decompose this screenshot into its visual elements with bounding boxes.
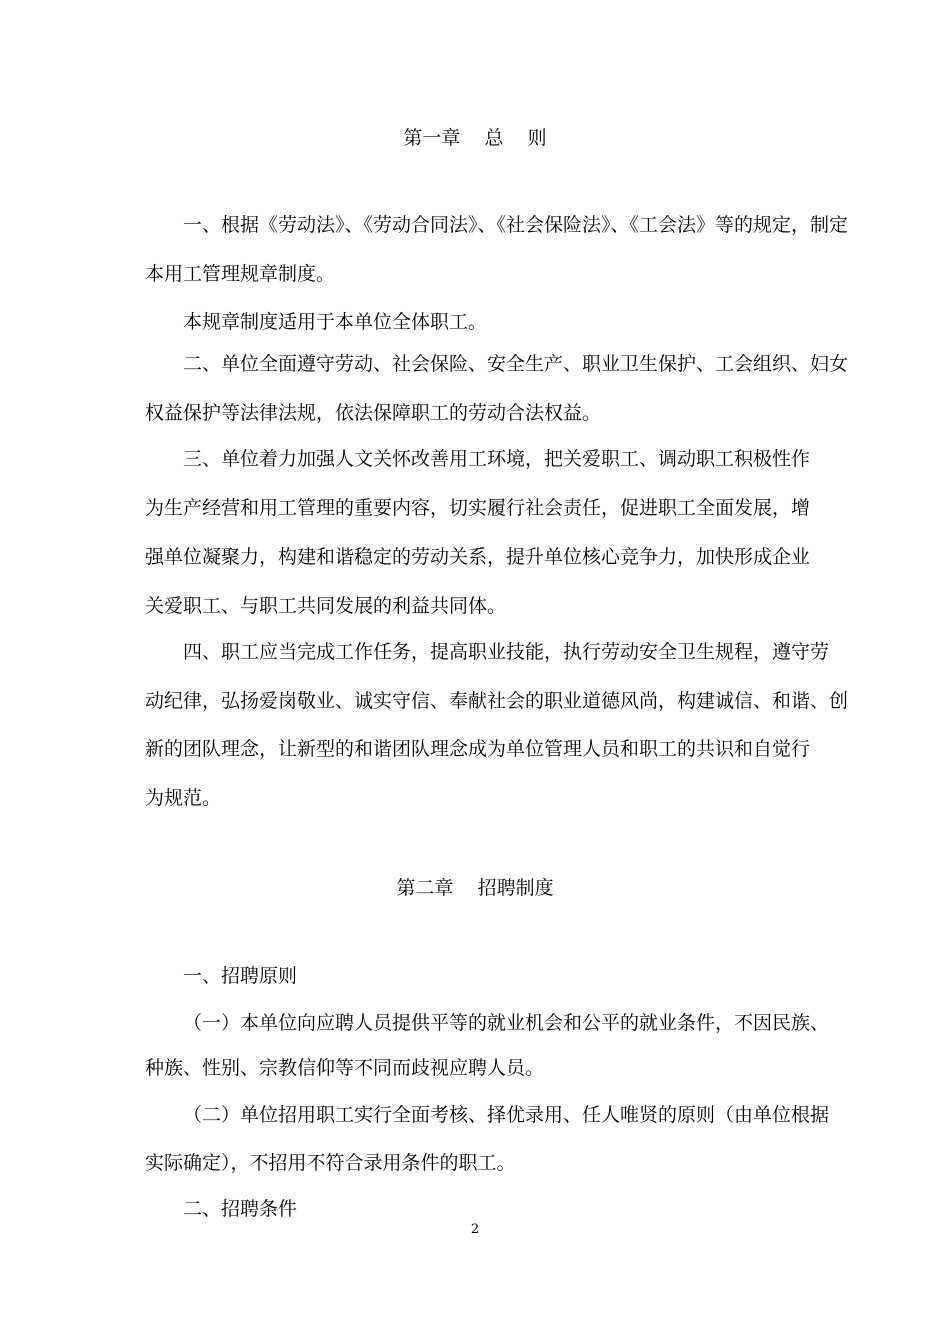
chapter-2-section-2-title: 二、招聘条件	[183, 1198, 298, 1220]
chapter-2-section-1-paragraph-1-line-1: （一）本单位向应聘人员提供平等的就业机会和公平的就业条件，不因民族、	[183, 1012, 830, 1034]
chapter-1-paragraph-1-line-2: 本用工管理规章制度。	[145, 263, 336, 285]
chapter-2-section-1-title: 一、招聘原则	[183, 965, 298, 987]
chapter-2-section-1-paragraph-2-line-1: （二）单位招用职工实行全面考核、择优录用、任人唯贤的原则（由单位根据	[183, 1104, 830, 1126]
chapter-2-section-1-paragraph-1-line-2: 种族、性别、宗教信仰等不同而歧视应聘人员。	[145, 1057, 545, 1079]
chapter-1-paragraph-1-line-1: 一、根据《劳动法》、《劳动合同法》、《社会保险法》、《工会法》等的规定，制定	[183, 214, 849, 236]
chapter-1-paragraph-3-line-2: 权益保护等法律法规，依法保障职工的劳动合法权益。	[145, 402, 602, 424]
chapter-1-paragraph-3-line-1: 二、单位全面遵守劳动、社会保险、安全生产、职业卫生保护、工会组织、妇女	[183, 353, 849, 375]
page-number: 2	[470, 1222, 480, 1237]
chapter-1-paragraph-5-line-3: 新的团队理念，让新型的和谐团队理念成为单位管理人员和职工的共识和自觉行	[145, 738, 811, 760]
chapter-1-paragraph-4-line-2: 为生产经营和用工管理的重要内容，切实履行社会责任，促进职工全面发展，增	[145, 497, 811, 519]
chapter-2-section-1-paragraph-2-line-2: 实际确定），不招用不符合录用条件的职工。	[145, 1152, 516, 1174]
chapter-1-paragraph-2: 本规章制度适用于本单位全体职工。	[183, 311, 488, 333]
chapter-1-paragraph-4-line-1: 三、单位着力加强人文关怀改善用工环境，把关爱职工、调动职工积极性作	[183, 448, 811, 470]
chapter-1-paragraph-5-line-4: 为规范。	[145, 787, 222, 809]
chapter-1-paragraph-4-line-4: 关爱职工、与职工共同发展的利益共同体。	[145, 595, 507, 617]
chapter-2-title: 第二章 招聘制度	[396, 877, 554, 899]
chapter-1-title: 第一章 总 则	[403, 127, 547, 149]
chapter-1-paragraph-4-line-3: 强单位凝聚力，构建和谐稳定的劳动关系，提升单位核心竞争力，加快形成企业	[145, 546, 811, 568]
chapter-1-paragraph-5-line-1: 四、职工应当完成工作任务，提高职业技能，执行劳动安全卫生规程，遵守劳	[183, 641, 830, 663]
chapter-1-paragraph-5-line-2: 动纪律，弘扬爱岗敬业、诚实守信、奉献社会的职业道德风尚，构建诚信、和谐、创	[145, 690, 849, 712]
